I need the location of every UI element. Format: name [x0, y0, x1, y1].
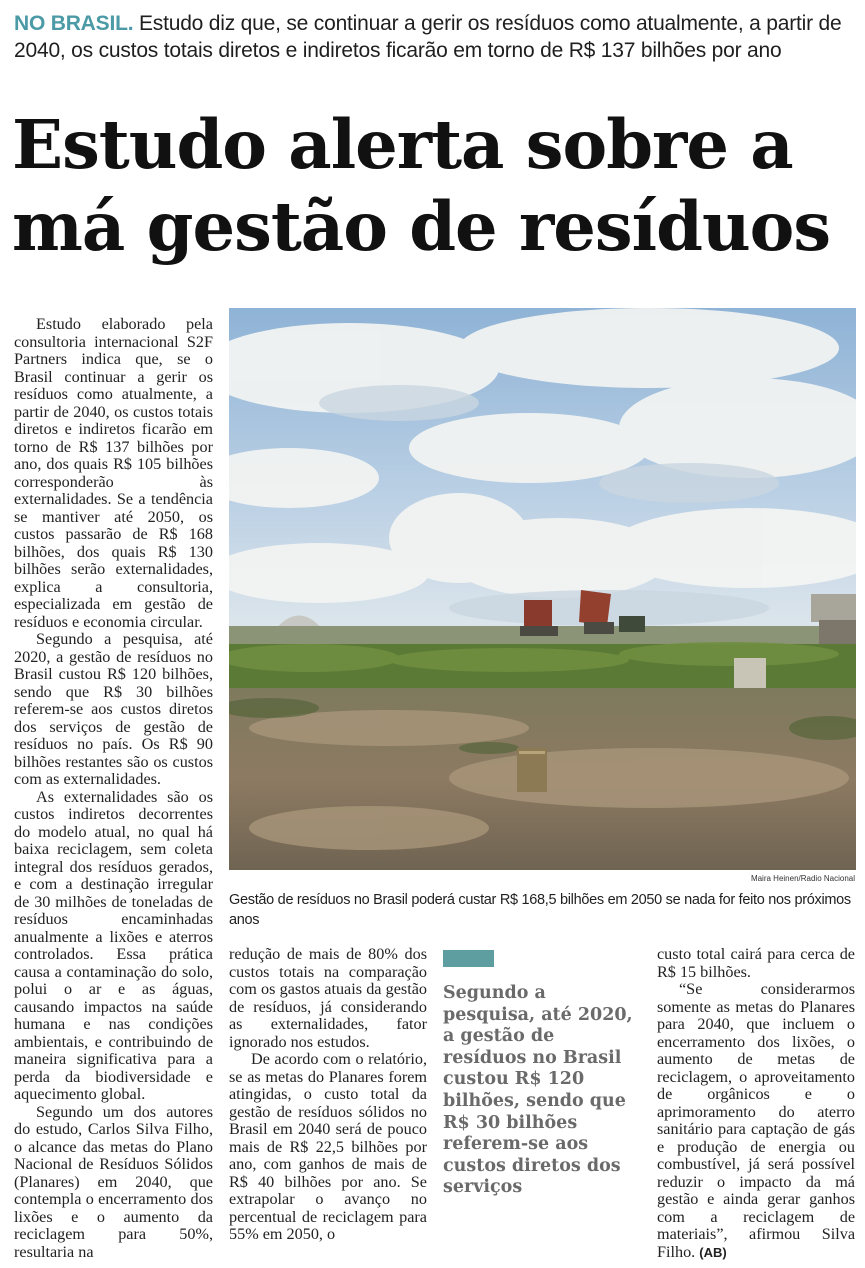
kicker — [14, 10, 854, 64]
pullquote: Segundo a pesquisa, até 2020, a gestão de resíduos no Brasil custou R$ 120 bilhões, sendo que R$ 30 bilhões referem-se aos custos diretos dos serviços — [443, 983, 633, 1198]
article-column-1 — [14, 316, 213, 1261]
kicker-text: Estudo diz que, se continuar a gerir os resíduos como atualmente, a partir de 2040, os custos totais diretos e indiretos ficarão em torno de R$ 137 bilhões por ano — [14, 12, 842, 62]
author-signature: (AB) — [699, 1244, 727, 1260]
kicker-tag: NO BRASIL. — [14, 12, 134, 35]
paragraph — [657, 981, 855, 1261]
paragraph: As externalidades são os custos indiretos decorrentes do modelo atual, no qual há baixa reciclagem, sem coleta integral dos resíduos gerados, e com a destinação irregular de 30 milhões de toneladas de resíduos encaminhadas anualmente a lixões e aterros controlados. Essa prática causa a contaminação do solo, polui o ar e as águas, causando impactos na saúde humana e nas condições ambientais, e contribuindo de maneira significativa para a perda da biodiversidade e aquecimento global. — [14, 787, 213, 1103]
paragraph: Estudo elaborado pela consultoria internacional S2F Partners indica que, se o Brasil continuar a gerir os resíduos como atualmente, a partir de 2040, os custos totais diretos e indiretos ficarão em torno de R$ 137 bilhões por ano, dos quais R$ 105 bilhões corresponderão às externalidades. Se a tendência se mantiver até 2050, os custos passarão de R$ 168 bilhões, dos quais R$ 130 bilhões serão externalidades, explica a consultoria, especializada em gestão de resíduos e economia circular. — [14, 315, 213, 631]
headline-line-2: má gestão de resíduos — [12, 187, 831, 266]
photo-credit: Maira Heinen/Radio Nacional — [750, 874, 855, 883]
paragraph: Segundo um dos autores do estudo, Carlos Silva Filho, o alcance das metas do Plano Nacional de Resíduos Sólidos (Planares) em 2040, que contempla o encerramento dos lixões e o aumento da reciclagem para 50%, resultaria na — [14, 1102, 213, 1261]
landfill-photo — [229, 308, 856, 870]
paragraph-text: “Se considerarmos somente as metas do Planares para 2040, que incluem o encerramento dos lixões, o aumento de metas de reciclagem, o aproveitamento de orgânicos e o aprimoramento do aterro sanitário para captação de gás e produção de energia ou combustível, já será possível reduzir o impacto da má gestão e ainda gerar ganhos com a reciclagem de materiais”, afirmou Silva Filho. — [657, 980, 855, 1261]
article-column-3 — [657, 946, 855, 1261]
pullquote-accent-bar — [443, 950, 494, 967]
article-column-2 — [229, 946, 427, 1244]
paragraph: redução de mais de 80% dos custos totais na comparação com os gastos atuais da gestão de resíduos, já considerando as externalidades, fator ignorado nos estudos. — [229, 945, 427, 1051]
paragraph: Segundo a pesquisa, até 2020, a gestão de resíduos no Brasil custou R$ 120 bilhões, sendo que R$ 30 bilhões referem-se aos custos diretos dos serviços de gestão de resíduos no país. Os R$ 90 bilhões restantes são os custos com as externalidades. — [14, 630, 213, 788]
paragraph: custo total cairá para cerca de R$ 15 bilhões. — [657, 945, 855, 981]
photo-caption: Gestão de resíduos no Brasil poderá custar R$ 168,5 bilhões em 2050 se nada for feito nos próximos anos — [229, 892, 851, 928]
headline-line-1: Estudo alerta sobre a — [12, 105, 793, 184]
headline — [12, 104, 862, 268]
paragraph: De acordo com o relatório, se as metas do Planares forem atingidas, o custo total da gestão de resíduos sólidos no Brasil em 2040 será de pouco mais de R$ 22,5 bilhões por ano, com ganhos de mais de R$ 40 bilhões por ano. Se extrapolar o avanço no percentual de reciclagem para 55% em 2050, o — [229, 1050, 427, 1243]
